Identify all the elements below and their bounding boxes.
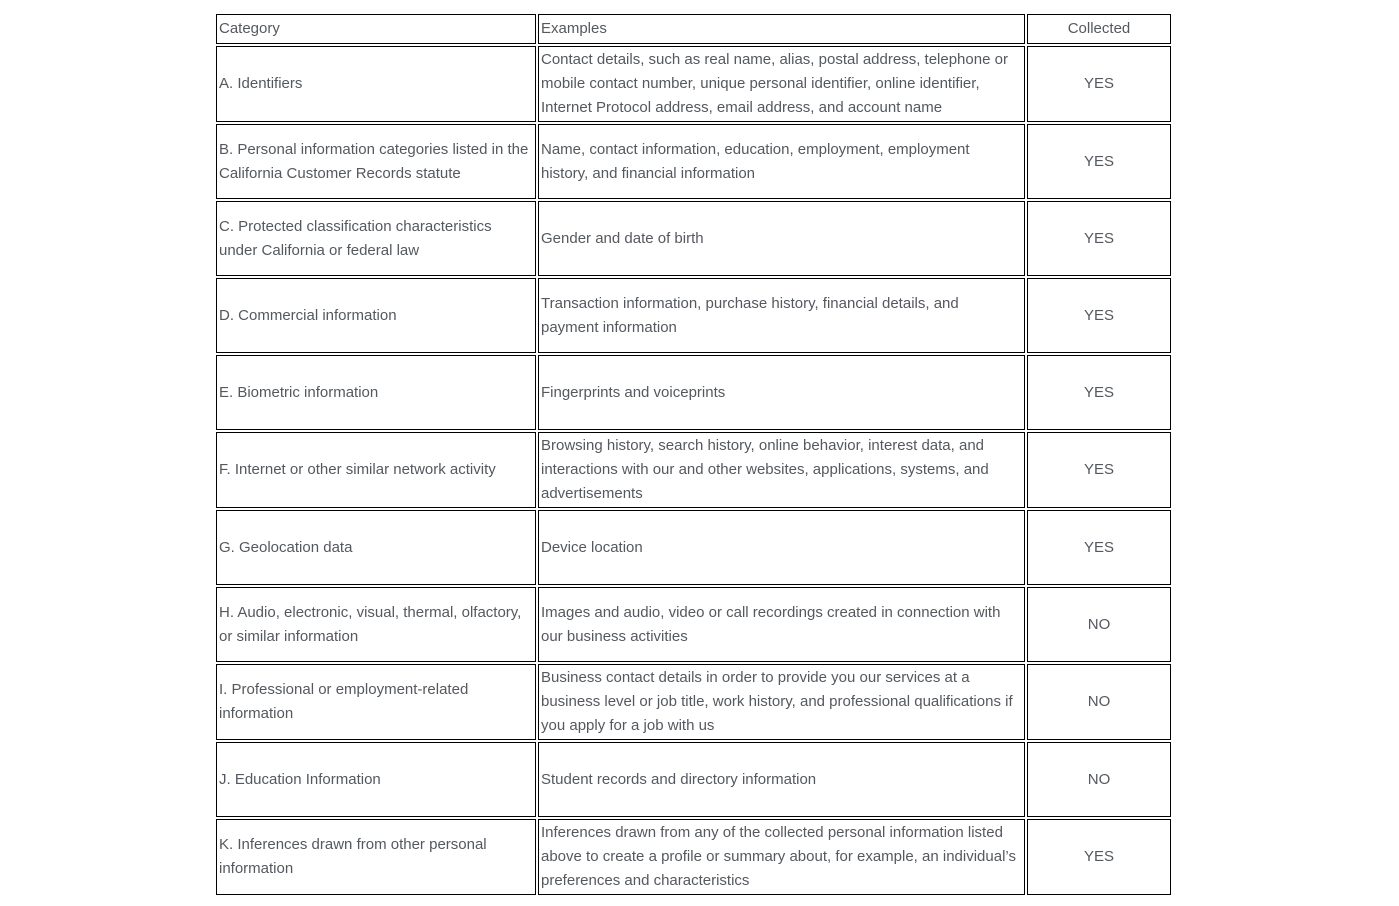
examples-cell: Transaction information, purchase history, financial details, and payment information — [538, 278, 1025, 353]
header-category: Category — [216, 14, 536, 44]
table-row — [216, 742, 1171, 817]
table-row — [216, 201, 1171, 276]
collected-cell: NO — [1027, 664, 1171, 740]
category-cell: K. Inferences drawn from other personal information — [216, 819, 536, 895]
examples-cell: Images and audio, video or call recordings created in connection with our business activities — [538, 587, 1025, 662]
table-row — [216, 819, 1171, 895]
category-cell: D. Commercial information — [216, 278, 536, 353]
examples-cell: Inferences drawn from any of the collected personal information listed above to create a profile or summary about, for example, an individual’s preferences and characteristics — [538, 819, 1025, 895]
table-header — [216, 14, 1171, 44]
header-examples: Examples — [538, 14, 1025, 44]
table-body — [216, 46, 1171, 895]
examples-cell: Fingerprints and voiceprints — [538, 355, 1025, 430]
header-collected: Collected — [1027, 14, 1171, 44]
examples-cell: Browsing history, search history, online behavior, interest data, and interactions with our and other websites, applications, systems, and advertisements — [538, 432, 1025, 508]
category-cell: I. Professional or employment-related information — [216, 664, 536, 740]
collected-cell: YES — [1027, 46, 1171, 122]
examples-cell: Business contact details in order to provide you our services at a business level or job title, work history, and professional qualifications if you apply for a job with us — [538, 664, 1025, 740]
collected-cell: NO — [1027, 587, 1171, 662]
category-cell: J. Education Information — [216, 742, 536, 817]
category-cell: F. Internet or other similar network activity — [216, 432, 536, 508]
table-row — [216, 46, 1171, 122]
collected-cell: YES — [1027, 355, 1171, 430]
examples-cell: Gender and date of birth — [538, 201, 1025, 276]
table-row — [216, 510, 1171, 585]
category-cell: A. Identifiers — [216, 46, 536, 122]
category-cell: C. Protected classification characteristics under California or federal law — [216, 201, 536, 276]
category-cell: E. Biometric information — [216, 355, 536, 430]
collected-cell: YES — [1027, 201, 1171, 276]
table-row — [216, 278, 1171, 353]
examples-cell: Contact details, such as real name, alias, postal address, telephone or mobile contact number, unique personal identifier, online identifier, Internet Protocol address, email address, and account name — [538, 46, 1025, 122]
collected-cell: YES — [1027, 432, 1171, 508]
collected-cell: YES — [1027, 819, 1171, 895]
category-cell: H. Audio, electronic, visual, thermal, olfactory, or similar information — [216, 587, 536, 662]
examples-cell: Name, contact information, education, employment, employment history, and financial information — [538, 124, 1025, 199]
collected-cell: YES — [1027, 510, 1171, 585]
privacy-categories-table — [214, 12, 1173, 897]
category-cell: B. Personal information categories listed in the California Customer Records statute — [216, 124, 536, 199]
table-row — [216, 355, 1171, 430]
examples-cell: Student records and directory information — [538, 742, 1025, 817]
table-row — [216, 124, 1171, 199]
examples-cell: Device location — [538, 510, 1025, 585]
collected-cell: NO — [1027, 742, 1171, 817]
header-row — [216, 14, 1171, 44]
category-cell: G. Geolocation data — [216, 510, 536, 585]
table-row — [216, 587, 1171, 662]
collected-cell: YES — [1027, 278, 1171, 353]
table-row — [216, 664, 1171, 740]
table-row — [216, 432, 1171, 508]
collected-cell: YES — [1027, 124, 1171, 199]
